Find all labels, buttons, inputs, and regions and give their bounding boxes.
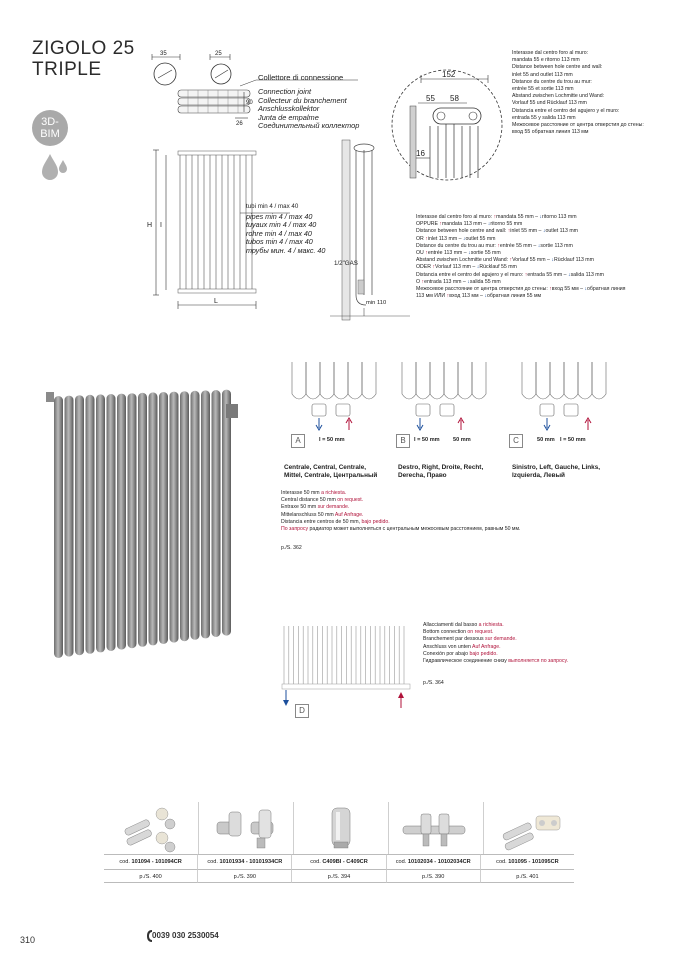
supply-note-line: OU ↑entrée 113 mm – ↓sortie 55 mm (416, 250, 501, 257)
center-note-4: Distancia entre centros de 50 mm, bajo pedido. (281, 518, 390, 525)
dim-i: I (160, 222, 162, 229)
return-down-arrow-icon: ↓ (476, 264, 480, 271)
hole-distance-notes (512, 50, 672, 136)
collector-tr-2: Anschlusskollektor (258, 104, 320, 114)
hole-note-2: Distance between hole centre and wall: (512, 64, 603, 71)
connection-b-dim1: I = 50 mm (414, 437, 440, 443)
connection-d-box: D (295, 704, 309, 718)
return-down-arrow-icon: ↓ (551, 257, 554, 264)
connection-b-label (398, 464, 483, 480)
hole-note-6: Abstand zwischen Lochmitte und Wand: (512, 93, 605, 100)
dim-55: 55 (426, 94, 435, 103)
connection-b-box: B (396, 434, 410, 448)
bim-badge[interactable] (32, 110, 68, 146)
supply-note-line: OR ↑inlet 113 mm – ↓outlet 55 mm (416, 235, 496, 242)
return-down-arrow-icon: ↓ (539, 214, 543, 220)
radiator-tube (96, 394, 105, 652)
accessory-code: cod. C409BI - C409CR (292, 854, 386, 869)
radiator-tube (149, 392, 158, 645)
tube-loop (362, 362, 376, 399)
tubes-translations (246, 213, 325, 255)
bottom-connection-drawing (276, 620, 416, 712)
supply-arrow-icon (346, 418, 352, 430)
supply-arrow-icon (585, 418, 591, 430)
valve-kit-icon[interactable] (104, 802, 199, 854)
supply-notes (416, 214, 676, 300)
radiator-tube (180, 391, 189, 641)
supply-up-arrow-icon: ↑ (425, 235, 428, 242)
connection-c-box: C (509, 434, 523, 448)
collector-tr-1: Collecteur du branchement (258, 95, 347, 105)
return-down-arrow-icon: ↓ (567, 271, 571, 278)
tube-loop (536, 362, 550, 399)
supply-note-line: O ↑entrada 113 mm – ↓salida 55 mm (416, 278, 501, 285)
thermostatic-head-icon[interactable] (294, 802, 389, 854)
dim-90: 90 (246, 100, 253, 106)
wall-plate-kit-icon[interactable] (484, 802, 578, 854)
supply-up-arrow-icon: ↑ (432, 264, 436, 271)
connection-c-dim1: 50 mm (537, 437, 555, 443)
tubes-tr-3: tubos min 4 / max 40 (246, 237, 313, 247)
hole-note-3: inlet 55 and outlet 113 mm (512, 71, 573, 78)
accessory-page-ref[interactable]: p./S. 394 (292, 869, 386, 883)
connection-a-label-2: Mittel, Centrale, Центральный (284, 472, 378, 479)
bottom-ps-ref[interactable]: p./S. 364 (423, 680, 444, 686)
tube-loop (550, 362, 564, 399)
dim-58: 58 (450, 94, 459, 103)
dim-152: 152 (442, 70, 456, 79)
center-note-3: Mittelanschluss 50 mm Auf Anfrage. (281, 511, 364, 518)
hole-note-5: entrée 55 et sortie 113 mm (512, 86, 574, 93)
accessory-code: cod. 101094 - 101094CR (104, 854, 198, 869)
tubes-label: tubi min 4 / max 40 (246, 203, 299, 210)
supply-up-arrow-icon: ↑ (446, 293, 450, 300)
valve-body (336, 404, 350, 416)
radiator-tube (86, 395, 95, 654)
accessory-page-ref[interactable]: p./S. 401 (481, 869, 574, 883)
return-down-arrow-icon: ↓ (462, 235, 466, 242)
return-down-arrow-icon: ↓ (487, 221, 491, 228)
tube-loop (348, 362, 362, 399)
title-line-2: TRIPLE (32, 59, 102, 80)
return-down-arrow-icon: ↓ (537, 242, 541, 249)
valve-body (564, 404, 578, 416)
supply-arrow-icon (458, 418, 464, 430)
supply-up-arrow-icon: ↑ (497, 242, 500, 249)
phone-number[interactable]: 0039 030 2530054 (152, 931, 219, 940)
collector-tr-0: Connection joint (258, 87, 312, 96)
radiator-tube (212, 390, 221, 637)
supply-up-arrow-icon: ↑ (507, 228, 511, 235)
accessories-codes-row (104, 854, 574, 869)
center-note-5: По запросу радиатор может выполняться с центральным межосевым расстоянием, равным 50 мм. (281, 526, 521, 533)
supply-up-arrow-icon: ↑ (493, 214, 497, 220)
hole-note-9: entrada 55 y salida 113 mm (512, 114, 576, 121)
radiator-tube (201, 390, 210, 638)
supply-note-line: Distance between hole centre and wall: ↑inlet 55 mm – ↓outlet 113 mm (416, 228, 578, 235)
collector-tr-4: Соединительный коллектор (258, 121, 360, 131)
accessories-table (104, 802, 574, 883)
tube-loop (416, 362, 430, 399)
supply-note-line: Distance du centre du trou au mur: ↑entrée 55 mm – ↓sortie 113 mm (416, 242, 573, 249)
tubes-tr-0: pipes min 4 / max 40 (246, 212, 313, 221)
tube-loop (292, 362, 306, 399)
tube-loop (472, 362, 486, 399)
dim-h: H (147, 222, 153, 229)
accessory-page-ref[interactable]: p./S. 400 (104, 869, 198, 883)
return-down-arrow-icon: ↓ (484, 293, 487, 300)
dim-26: 26 (236, 121, 243, 127)
radiator-tube (170, 392, 179, 643)
return-arrow-icon (544, 418, 550, 430)
bottom-connection-notes (423, 622, 623, 665)
radiator-tube (54, 396, 63, 658)
water-drops-icon (40, 150, 70, 186)
connection-c-dim2: I = 50 mm (560, 437, 586, 443)
connection-b-label-2: Derecha, Право (398, 472, 447, 479)
accessory-page-ref[interactable]: p./S. 390 (198, 869, 292, 883)
radiator-valve (226, 404, 238, 418)
radiator-valve (46, 392, 54, 402)
tube-loop (402, 362, 416, 399)
supply-up-arrow-icon: ↑ (509, 257, 513, 264)
connection-a-label-1: Centrale, Central, Centrale, (284, 464, 367, 471)
return-down-arrow-icon: ↓ (467, 278, 470, 285)
collector-tr-3: Junta de empalme (258, 112, 319, 122)
radiator-tube (222, 390, 231, 636)
tubes-tr-4: трубы мин. 4 / макс. 40 (246, 245, 326, 255)
tube-loop (522, 362, 536, 399)
center-ps-ref[interactable]: p./S. 362 (281, 545, 302, 551)
hole-note-10: Межосевое расстояние от центра отверстия до стены: (512, 122, 644, 129)
supply-up-arrow-icon: ↑ (421, 278, 425, 285)
hole-note-4: Distance du centre du trou au mur: (512, 78, 592, 85)
radiator-tube (107, 394, 116, 651)
supply-up-arrow-icon: ↑ (524, 271, 528, 278)
tube-loop (320, 362, 334, 399)
valve-body (440, 404, 454, 416)
gas-label: 1/2"GAS (334, 260, 358, 267)
collector-translations (258, 88, 359, 131)
connection-b-dim2: 50 mm (453, 437, 471, 443)
connection-c-label-1: Sinistro, Left, Gauche, Links, (512, 464, 601, 471)
hole-note-1: mandata 55 e ritorno 113 mm (512, 57, 580, 64)
valve-body (540, 404, 554, 416)
radiator-tube (128, 393, 137, 648)
connection-c-label-2: Izquierda, Левый (512, 472, 565, 479)
accessory-code: cod. 101095 - 101095CR (481, 854, 574, 869)
tube-loop (564, 362, 578, 399)
tube-loop (430, 362, 444, 399)
return-arrow-icon (417, 418, 423, 430)
radiator-tube (138, 393, 147, 647)
accessory-code: cod. 10102034 - 10102034CR (387, 854, 481, 869)
supply-up-arrow-icon: ↑ (439, 221, 442, 228)
tube-loop (592, 362, 606, 399)
hole-note-8: Distancia entre el centro del agujero y el muro: (512, 107, 620, 114)
min-label: min 110 (366, 300, 387, 306)
angle-valve-icon[interactable] (199, 802, 294, 854)
collector-label: Collettore di connessione (258, 73, 344, 82)
product-title (32, 38, 135, 80)
connection-b-label-1: Destro, Right, Droite, Recht, (398, 464, 484, 471)
radiator-photo (44, 384, 244, 664)
dim-35: 35 (160, 51, 167, 57)
tube-loop (334, 362, 348, 399)
tube-loop (458, 362, 472, 399)
supply-note-line: Abstand zwischen Lochmitte und Wand: ↑Vorlauf 55 mm – ↓Rücklauf 113 mm (416, 257, 594, 264)
accessories-images-row (104, 802, 574, 854)
bottom-note-0: Allacciamenti dal basso a richiesta. (423, 622, 504, 628)
return-arrow-icon (316, 418, 322, 430)
dim-16: 16 (416, 149, 425, 158)
radiator-tube (75, 395, 84, 655)
valve-body (416, 404, 430, 416)
hole-note-11: вход 55 обратная линия 113 мм (512, 129, 589, 136)
center-note-2: Entraxe 50 mm sur demande. (281, 504, 350, 511)
bottom-note-4: Conexión por abajo bajo pedido. (423, 650, 498, 657)
title-line-1: ZIGOLO 25 (32, 38, 135, 59)
tube-loop (444, 362, 458, 399)
connection-a-box: A (291, 434, 305, 448)
bottom-note-5: Гидравлическое соединение снизу выполняется по запросу. (423, 658, 569, 665)
tube-loop (306, 362, 320, 399)
connection-a-dim: I = 50 mm (319, 437, 345, 443)
supply-note-line: Межосевое расстояние от центра отверстия до стены: ↑вход 55 мм – ↓обратная линия (416, 286, 626, 293)
return-down-arrow-icon: ↓ (542, 228, 546, 235)
supply-note-line: Distancia entre el centro del agujero y el muro: ↑entrada 55 mm – ↓salida 113 mm (416, 271, 604, 278)
radiator-tube (159, 392, 168, 644)
supply-note-line: OPPURE ↑mandata 113 mm – ↓ritorno 55 mm (416, 221, 523, 228)
center-distance-notes (281, 490, 611, 533)
tube-loop (578, 362, 592, 399)
center-note-0: Interasse 50 mm a richiesta. (281, 490, 347, 496)
tubes-tr-2: rohre min 4 / max 40 (246, 228, 312, 238)
dim-25: 25 (215, 51, 222, 57)
supply-up-arrow-icon: ↑ (549, 286, 552, 293)
badge-line-2: BIM (40, 128, 60, 140)
return-down-arrow-icon: ↓ (468, 250, 471, 257)
supply-note-line: Interasse dal centro foro al muro: ↑mandata 55 mm – ↓ritorno 113 mm (416, 214, 577, 220)
supply-up-arrow-icon: ↑ (425, 250, 428, 257)
dual-valve-icon[interactable] (389, 802, 484, 854)
radiator-tube (117, 394, 126, 650)
dim-l: L (214, 298, 218, 305)
connection-c-label (512, 464, 600, 480)
accessory-code: cod. 10101934 - 10101934CR (198, 854, 292, 869)
connection-a-label (284, 464, 377, 480)
badge-line-1: 3D- (41, 116, 59, 128)
bottom-note-1: Bottom connection on request. (423, 629, 494, 636)
bottom-note-3: Anschluss von unten Auf Anfrage. (423, 643, 501, 650)
accessories-ps-row (104, 869, 574, 883)
hole-note-0: Interasse dal centro foro al muro: (512, 50, 589, 56)
radiator-tube (65, 396, 74, 657)
hole-note-7: Vorlauf 55 und Rücklauf 113 mm (512, 100, 587, 107)
radiator-tube (191, 391, 200, 640)
return-down-arrow-icon: ↓ (584, 286, 588, 293)
supply-note-line: 113 мм ИЛИ ↑вход 113 мм – ↓обратная линия 55 мм (416, 293, 542, 300)
valve-body (312, 404, 326, 416)
accessory-page-ref[interactable]: p./S. 390 (387, 869, 481, 883)
center-note-1: Central distance 50 mm on request. (281, 497, 364, 504)
supply-note-line: ODER ↑Vorlauf 113 mm – ↓Rücklauf 55 mm (416, 264, 517, 271)
page-number: 310 (20, 935, 36, 945)
bottom-note-2: Branchement par dessous sur demande. (423, 636, 517, 643)
tubes-tr-1: tuyaux min 4 / max 40 (246, 220, 317, 230)
side-section-drawing (322, 130, 414, 326)
